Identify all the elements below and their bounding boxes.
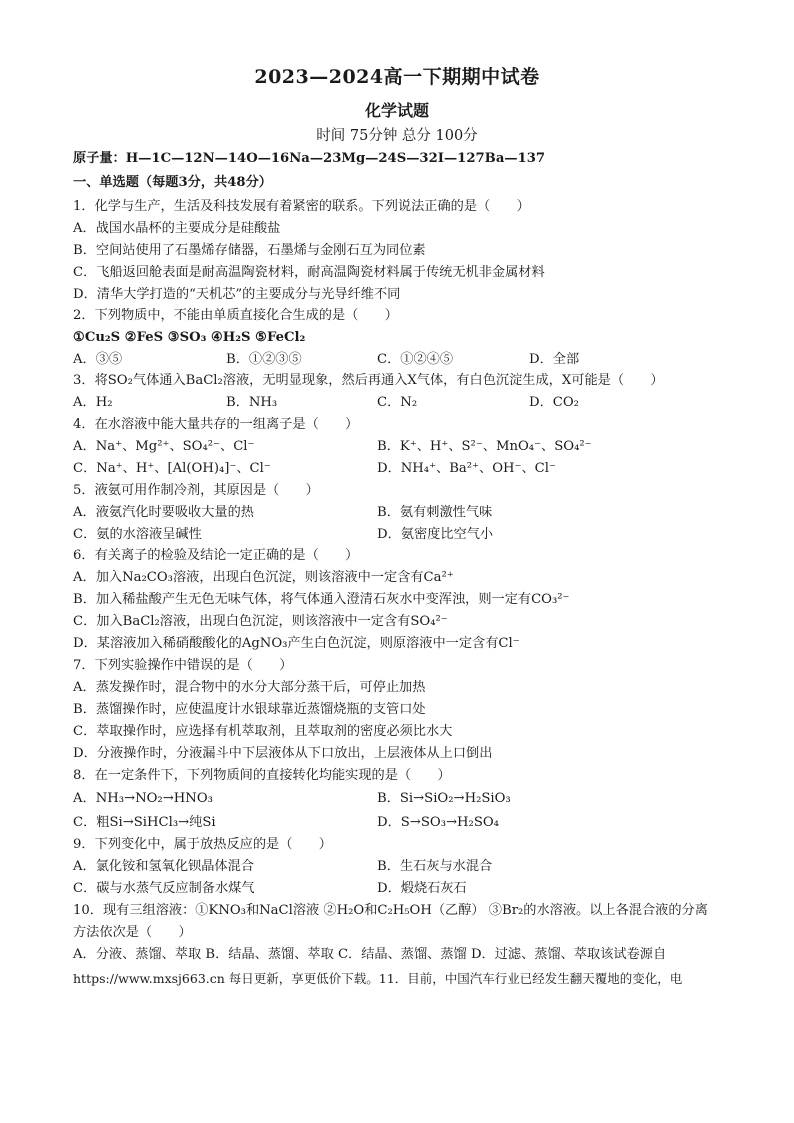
question-4-stem: 4．在水溶液中能大量共存的一组离子是（ ） <box>73 417 359 432</box>
time-info: 时间 75分钟 总分 100分 <box>316 128 478 144</box>
question-6-option-d: D．某溶液加入稀硝酸酸化的AgNO₃产生白色沉淀，则原溶液中一定含有Cl⁻ <box>73 636 520 651</box>
question-2-stem: 2．下列物质中，不能由单质直接化合生成的是（ ） <box>73 308 398 323</box>
question-1-option-c: C．飞船返回舱表面是耐高温陶瓷材料，耐高温陶瓷材料属于传统无机非金属材料 <box>73 265 545 280</box>
question-9-option-a: A．氯化铵和氢氧化钡晶体混合 <box>73 859 254 874</box>
question-4-option-a: A．Na⁺、Mg²⁺、SO₄²⁻、Cl⁻ <box>73 439 255 454</box>
source-and-question-11-line: https://www.mxsj663.cn 每日更新，享更低价下载。11．目前，中国汽车行业已经发生翻天覆地的变化，电 <box>73 971 683 986</box>
question-9-stem: 9．下列变化中，属于放热反应的是（ ） <box>73 837 332 852</box>
question-9-option-b: B．生石灰与水混合 <box>377 859 493 874</box>
section-heading: 一、单选题（每题3分，共48分） <box>73 175 272 190</box>
question-7-option-c: C．萃取操作时，应选择有机萃取剂，且萃取剂的密度必须比水大 <box>73 724 453 739</box>
question-9-option-d: D．煅烧石灰石 <box>377 881 467 896</box>
question-2-option-d: D．全部 <box>529 352 580 367</box>
question-6-option-b: B．加入稀盐酸产生无色无味气体，将气体通入澄清石灰水中变浑浊，则一定有CO₃²⁻ <box>73 592 570 607</box>
question-10-stem-continued: 方法依次是（ ） <box>73 925 192 940</box>
question-7-option-b: B．蒸馏操作时，应使温度计水银球靠近蒸馏烧瓶的支管口处 <box>73 702 426 717</box>
question-4-option-d: D．NH₄⁺、Ba²⁺、OH⁻、Cl⁻ <box>377 461 556 476</box>
question-10-options: A．分液、蒸馏、萃取 B．结晶、蒸馏、萃取 C．结晶、蒸馏、蒸馏 D．过滤、蒸馏、萃取该试卷源自 <box>73 947 667 962</box>
question-2-option-a: A．③⑤ <box>73 352 123 367</box>
question-5-option-d: D．氨密度比空气小 <box>377 527 494 542</box>
question-10-stem: 10．现有三组溶液：①KNO₃和NaCl溶液 ②H₂O和C₂H₅OH（乙醇） ③Br₂的水溶液。以上各混合液的分离 <box>73 903 708 918</box>
atomic-mass-line: 原子量：H—1C—12N—14O—16Na—23Mg—24S—32I—127Ba—137 <box>73 151 546 166</box>
question-8-option-b: B．Si→SiO₂→H₂SiO₃ <box>377 791 511 806</box>
question-3-option-d: D．CO₂ <box>529 395 579 410</box>
question-1-option-a: A．战国水晶杯的主要成分是硅酸盐 <box>73 221 281 236</box>
question-8-option-c: C．粗Si→SiHCl₃→纯Si <box>73 815 216 830</box>
question-1-option-d: D．清华大学打造的“天机芯”的主要成分与光导纤维不同 <box>73 287 401 302</box>
question-2-option-c: C．①②④⑤ <box>377 352 454 367</box>
question-3-option-c: C．N₂ <box>377 395 418 410</box>
exam-title: 2023—2024高一下期期中试卷 <box>254 66 540 88</box>
question-5-option-b: B．氨有刺激性气味 <box>377 505 493 520</box>
question-3-stem: 3．将SO₂气体通入BaCl₂溶液，无明显现象，然后再通入X气体，有白色沉淀生成，X可能是（ ） <box>73 373 664 388</box>
question-4-option-b: B．K⁺、H⁺、S²⁻、MnO₄⁻、SO₄²⁻ <box>377 439 592 454</box>
question-5-option-c: C．氨的水溶液呈碱性 <box>73 527 202 542</box>
question-3-option-b: B．NH₃ <box>226 395 278 410</box>
question-5-option-a: A．液氨汽化时要吸收大量的热 <box>73 505 254 520</box>
question-9-option-c: C．碳与水蒸气反应制备水煤气 <box>73 881 255 896</box>
question-6-stem: 6．有关离子的检验及结论一定正确的是（ ） <box>73 548 359 563</box>
question-6-option-c: C．加入BaCl₂溶液，出现白色沉淀，则该溶液中一定含有SO₄²⁻ <box>73 614 448 629</box>
question-5-stem: 5．液氨可用作制冷剂，其原因是（ ） <box>73 483 319 498</box>
question-3-option-a: A．H₂ <box>73 395 113 410</box>
question-4-option-c: C．Na⁺、H⁺、[Al(OH)₄]⁻、Cl⁻ <box>73 461 271 476</box>
question-8-option-d: D．S→SO₃→H₂SO₄ <box>377 815 499 830</box>
question-6-option-a: A．加入Na₂CO₃溶液，出现白色沉淀，则该溶液中一定含有Ca²⁺ <box>73 570 454 585</box>
question-2-option-b: B．①②③⑤ <box>226 352 302 367</box>
question-7-option-d: D．分液操作时，分液漏斗中下层液体从下口放出，上层液体从上口倒出 <box>73 746 493 761</box>
question-1-stem: 1．化学与生产，生活及科技发展有着紧密的联系。下列说法正确的是（ ） <box>73 199 530 214</box>
question-7-option-a: A．蒸发操作时，混合物中的水分大部分蒸干后，可停止加热 <box>73 680 426 695</box>
question-8-option-a: A．NH₃→NO₂→HNO₃ <box>73 791 213 806</box>
question-2-items: ①Cu₂S ②FeS ③SO₃ ④H₂S ⑤FeCl₂ <box>73 330 306 345</box>
question-1-option-b: B．空间站使用了石墨烯存储器，石墨烯与金刚石互为同位素 <box>73 243 426 258</box>
question-7-stem: 7．下列实验操作中错误的是（ ） <box>73 658 293 673</box>
question-8-stem: 8．在一定条件下，下列物质间的直接转化均能实现的是（ ） <box>73 768 451 783</box>
subject-title: 化学试题 <box>364 101 429 120</box>
